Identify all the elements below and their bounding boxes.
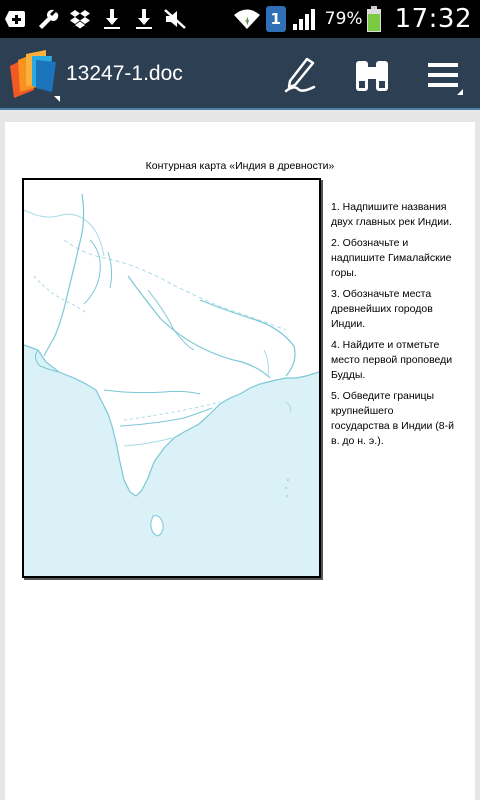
- battery-icon: [363, 0, 385, 38]
- battery-percent: 79%: [324, 9, 363, 29]
- add-notification-icon: [0, 0, 32, 38]
- action-bar: [0, 38, 480, 110]
- menu-icon: [423, 55, 463, 95]
- india-contour-map: [24, 180, 319, 576]
- document-page: [5, 122, 475, 800]
- search-button[interactable]: [349, 52, 395, 98]
- dropbox-icon: [64, 0, 96, 38]
- task-item: 5. Обведите границы крупнейшего государства в Индии (8-й в. до н. э.).: [331, 390, 454, 447]
- download-icon: [96, 0, 128, 38]
- pen-edit-icon: [280, 55, 320, 95]
- task-item: 2. Обозначьте и надпишите Гималайские горы.: [331, 237, 452, 279]
- system-indicators: [231, 0, 472, 38]
- task-list: [331, 200, 455, 455]
- binoculars-icon: [352, 55, 392, 95]
- wifi-icon: [231, 0, 263, 38]
- document-title: 13247-1.doc: [66, 62, 183, 85]
- map-title: Контурная карта «Индия в древности»: [145, 160, 335, 172]
- pen-edit-button[interactable]: [277, 52, 323, 98]
- status-bar: [0, 0, 480, 38]
- notification-badge-icon: 1: [263, 0, 289, 38]
- notification-icons: [0, 0, 192, 38]
- status-time: 17:32: [394, 4, 472, 34]
- menu-button[interactable]: [420, 52, 466, 98]
- wrench-icon: [32, 0, 64, 38]
- task-item: 1. Надпишите названия двух главных рек Индии.: [331, 201, 452, 228]
- task-item: 3. Обозначьте места древнейших городов Индии.: [331, 288, 433, 330]
- app-logo-icon[interactable]: [6, 46, 60, 102]
- task-item: 4. Найдите и отметьте место первой проповеди Будды.: [331, 339, 453, 381]
- contour-map: [22, 178, 321, 578]
- mute-icon: [160, 0, 192, 38]
- signal-icon: [289, 0, 321, 38]
- document-viewport[interactable]: [0, 112, 480, 800]
- download-icon: [128, 0, 160, 38]
